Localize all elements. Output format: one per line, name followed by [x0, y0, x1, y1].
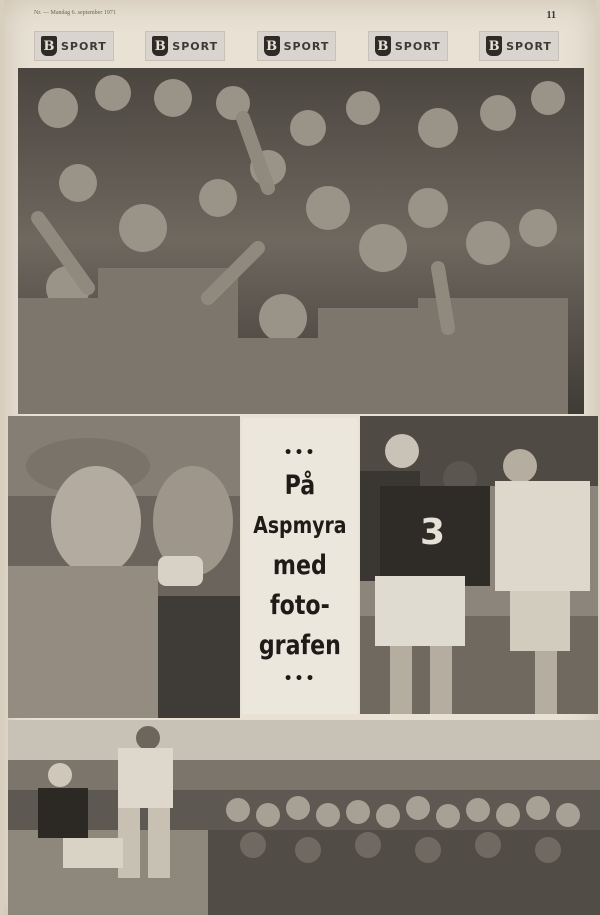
newspaper-logo-icon: B	[486, 36, 502, 56]
crowd-photo	[18, 68, 584, 414]
players-photo	[360, 416, 598, 714]
headline-line: med	[273, 550, 327, 581]
headline-line: foto-	[270, 590, 330, 621]
headline-box	[242, 418, 358, 714]
sport-tag	[479, 31, 559, 61]
headline-line: Aspmyra	[253, 513, 347, 539]
ornament-dots-bottom: •••	[283, 671, 317, 687]
officials-photo	[8, 416, 240, 718]
sport-label: SPORT	[283, 39, 330, 53]
newspaper-logo-icon: B	[41, 36, 57, 56]
sport-label: SPORT	[172, 39, 219, 53]
newspaper-logo-icon: B	[375, 36, 391, 56]
sport-label: SPORT	[394, 39, 441, 53]
page-number: 11	[546, 10, 556, 21]
sport-tag	[34, 31, 114, 61]
newspaper-logo-icon: B	[152, 36, 168, 56]
jersey-number: 3	[420, 512, 446, 553]
ornament-dots-top: •••	[283, 445, 317, 461]
headline	[253, 466, 346, 666]
newspaper-page	[4, 0, 596, 915]
headline-line: På	[284, 470, 316, 501]
sport-header-bar	[34, 30, 559, 62]
sport-tag	[257, 31, 337, 61]
sport-label: SPORT	[506, 39, 552, 53]
sport-tag	[368, 31, 448, 61]
headline-line: grafen	[258, 630, 342, 661]
match-action-photo	[8, 720, 600, 915]
page-folio-date: Nr. — Mandag 6. september 1971	[34, 10, 116, 16]
newspaper-logo-icon: B	[264, 36, 280, 56]
sport-tag	[145, 31, 225, 61]
sport-label: SPORT	[61, 39, 107, 53]
